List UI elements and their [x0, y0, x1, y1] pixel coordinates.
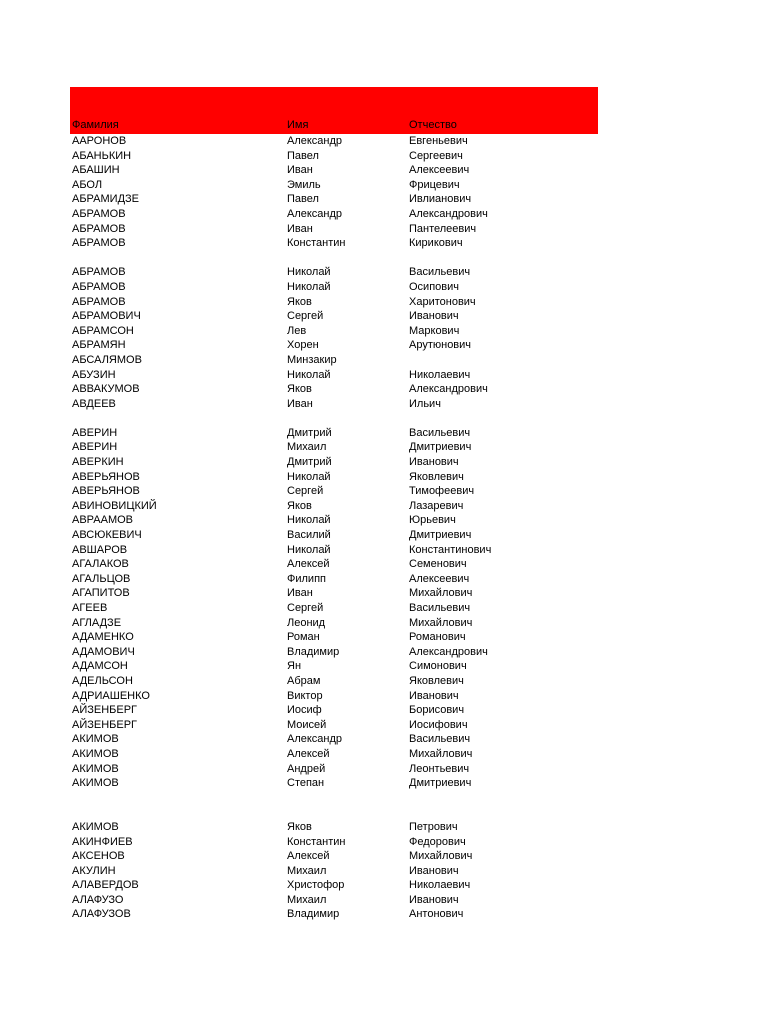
- cell-first-name[interactable]: Эмиль: [287, 178, 321, 191]
- cell-first-name[interactable]: Иван: [287, 397, 313, 410]
- table-row: [70, 163, 598, 178]
- cell-patronymic[interactable]: Иванович: [409, 864, 459, 877]
- table-row: [70, 178, 598, 193]
- cell-last-name[interactable]: АДАМОВИЧ: [72, 645, 135, 658]
- cell-first-name[interactable]: Сергей: [287, 485, 324, 498]
- cell-last-name[interactable]: АВСЮКЕВИЧ: [72, 529, 142, 542]
- cell-first-name[interactable]: Хорен: [287, 339, 319, 352]
- table-row: [70, 630, 598, 645]
- cell-patronymic[interactable]: Михайлович: [409, 850, 473, 863]
- cell-first-name[interactable]: Сергей: [287, 602, 324, 614]
- cell-patronymic[interactable]: Маркович: [409, 324, 460, 337]
- cell-first-name[interactable]: Павел: [287, 193, 319, 206]
- cell-last-name[interactable]: АКИМОВ: [72, 820, 119, 833]
- cell-last-name[interactable]: АБРАМЯН: [72, 339, 126, 352]
- cell-patronymic[interactable]: Семенович: [409, 558, 467, 571]
- cell-first-name[interactable]: Николай: [287, 266, 331, 279]
- cell-patronymic[interactable]: Лазаревич: [409, 499, 464, 512]
- cell-last-name[interactable]: АВЕРЬЯНОВ: [72, 485, 140, 498]
- cell-patronymic[interactable]: Михайлович: [409, 616, 473, 629]
- cell-first-name[interactable]: Александр: [287, 135, 343, 147]
- cell-last-name[interactable]: АЛАВЕРДОВ: [72, 879, 139, 892]
- cell-first-name[interactable]: Николай: [287, 470, 331, 483]
- cell-patronymic[interactable]: Васильевич: [409, 733, 471, 746]
- table-row: [70, 820, 598, 835]
- table-row: [70, 893, 598, 908]
- table-header: [70, 87, 598, 134]
- cell-patronymic[interactable]: Леонтьевич: [409, 762, 470, 775]
- cell-first-name[interactable]: Моисей: [287, 718, 327, 731]
- table-row: [70, 455, 598, 470]
- cell-patronymic[interactable]: Дмитриевич: [409, 529, 472, 542]
- cell-patronymic[interactable]: Николаевич: [409, 368, 471, 381]
- table-row: [70, 338, 598, 353]
- table-body: [70, 134, 598, 922]
- cell-last-name[interactable]: АБРАМОВ: [72, 295, 126, 308]
- table-row: [70, 689, 598, 704]
- cell-first-name[interactable]: Дмитрий: [287, 456, 332, 469]
- cell-last-name[interactable]: АКИНФИЕВ: [72, 835, 133, 848]
- cell-last-name[interactable]: АКСЕНОВ: [72, 850, 125, 863]
- cell-patronymic[interactable]: Васильевич: [409, 426, 471, 439]
- cell-first-name[interactable]: Яков: [287, 295, 312, 308]
- cell-last-name[interactable]: АДЕЛЬСОН: [72, 674, 133, 687]
- cell-first-name[interactable]: Виктор: [287, 689, 323, 702]
- cell-last-name[interactable]: ААРОНОВ: [72, 135, 127, 147]
- cell-first-name[interactable]: Андрей: [287, 762, 326, 775]
- cell-first-name[interactable]: Роман: [287, 631, 320, 644]
- cell-patronymic[interactable]: Дмитриевич: [409, 777, 472, 790]
- cell-first-name[interactable]: Павел: [287, 149, 319, 162]
- table-row: [70, 192, 598, 207]
- cell-first-name[interactable]: Христофор: [287, 879, 345, 892]
- cell-first-name[interactable]: Минзакир: [287, 353, 337, 366]
- table-row: [70, 470, 598, 485]
- cell-first-name[interactable]: Алексей: [287, 850, 330, 863]
- cell-patronymic[interactable]: Александрович: [409, 383, 488, 396]
- cell-last-name[interactable]: АДАМСОН: [72, 660, 128, 673]
- cell-last-name[interactable]: АЛАФУЗО: [72, 893, 124, 906]
- table-row: [70, 222, 598, 237]
- cell-last-name[interactable]: АБРАМОВ: [72, 237, 126, 250]
- cell-last-name[interactable]: АБУЗИН: [72, 368, 116, 381]
- table-row: [70, 907, 598, 922]
- cell-first-name[interactable]: Алексей: [287, 747, 330, 760]
- cell-last-name[interactable]: АДРИАШЕНКО: [72, 689, 150, 702]
- cell-last-name[interactable]: АВШАРОВ: [72, 543, 128, 556]
- cell-patronymic[interactable]: Михайлович: [409, 587, 473, 600]
- cell-first-name[interactable]: Иван: [287, 587, 313, 600]
- blank-row: [70, 411, 598, 426]
- table-row: [70, 295, 598, 310]
- table-row: [70, 864, 598, 879]
- cell-first-name[interactable]: Михаил: [287, 441, 327, 454]
- cell-last-name[interactable]: АКИМОВ: [72, 777, 119, 790]
- cell-first-name[interactable]: Владимир: [287, 908, 340, 921]
- cell-first-name[interactable]: Иван: [287, 222, 313, 235]
- cell-patronymic[interactable]: Васильевич: [409, 266, 471, 279]
- table-row: [70, 426, 598, 441]
- cell-last-name[interactable]: АВЕРИН: [72, 426, 118, 439]
- cell-first-name[interactable]: Николай: [287, 280, 331, 293]
- cell-first-name[interactable]: Яков: [287, 383, 312, 396]
- cell-last-name[interactable]: АКИМОВ: [72, 762, 119, 775]
- cell-last-name[interactable]: АВВАКУМОВ: [72, 383, 140, 396]
- cell-last-name[interactable]: АБРАМОВ: [72, 222, 126, 235]
- cell-patronymic[interactable]: Константинович: [409, 543, 492, 556]
- cell-first-name[interactable]: Иосиф: [287, 704, 322, 717]
- cell-first-name[interactable]: Иван: [287, 164, 313, 177]
- cell-first-name[interactable]: Николай: [287, 543, 331, 556]
- table-row: [70, 382, 598, 397]
- cell-first-name[interactable]: Николай: [287, 514, 331, 527]
- cell-last-name[interactable]: АБРАМСОН: [72, 324, 134, 337]
- table-row: [70, 528, 598, 543]
- table-row: [70, 586, 598, 601]
- table-row: [70, 557, 598, 572]
- table-row: [70, 762, 598, 777]
- table-row: [70, 616, 598, 631]
- spreadsheet-table: [70, 87, 598, 922]
- cell-last-name[interactable]: АГЕЕВ: [72, 602, 108, 614]
- cell-first-name[interactable]: Сергей: [287, 310, 324, 323]
- cell-first-name[interactable]: Степан: [287, 777, 325, 790]
- table-row: [70, 368, 598, 383]
- cell-patronymic[interactable]: Ивлианович: [409, 193, 472, 206]
- table-row: [70, 747, 598, 762]
- cell-patronymic[interactable]: Васильевич: [409, 602, 471, 614]
- table-row: [70, 309, 598, 324]
- cell-last-name[interactable]: АГАЛАКОВ: [72, 558, 129, 571]
- cell-first-name[interactable]: Алексей: [287, 558, 330, 571]
- cell-patronymic[interactable]: Алексеевич: [409, 164, 470, 177]
- cell-first-name[interactable]: Ян: [287, 660, 302, 673]
- cell-patronymic[interactable]: Иванович: [409, 689, 459, 702]
- table-row: [70, 601, 598, 616]
- cell-first-name[interactable]: Василий: [287, 529, 331, 542]
- table-row: [70, 324, 598, 339]
- cell-patronymic[interactable]: Тимофеевич: [409, 485, 475, 498]
- cell-first-name[interactable]: Абрам: [287, 674, 321, 687]
- cell-last-name[interactable]: АЙЗЕНБЕРГ: [72, 704, 138, 717]
- cell-last-name[interactable]: АВДЕЕВ: [72, 397, 116, 410]
- cell-patronymic[interactable]: Арутюнович: [409, 339, 472, 352]
- cell-last-name[interactable]: АГАПИТОВ: [72, 587, 130, 600]
- cell-last-name[interactable]: АВЕРКИН: [72, 456, 124, 469]
- cell-patronymic[interactable]: Фрицевич: [409, 178, 460, 191]
- cell-first-name[interactable]: Александр: [287, 733, 343, 746]
- cell-last-name[interactable]: АКИМОВ: [72, 733, 119, 746]
- table-row: [70, 659, 598, 674]
- table-row: [70, 674, 598, 689]
- cell-patronymic[interactable]: Александрович: [409, 645, 488, 658]
- cell-last-name[interactable]: АБРАМИДЗЕ: [72, 193, 139, 206]
- cell-patronymic[interactable]: Алексеевич: [409, 572, 470, 585]
- table-row: [70, 149, 598, 164]
- table-row: [70, 645, 598, 660]
- cell-patronymic[interactable]: Михайлович: [409, 747, 473, 760]
- cell-last-name[interactable]: АБСАЛЯМОВ: [72, 353, 142, 366]
- table-row: [70, 484, 598, 499]
- cell-patronymic[interactable]: Петрович: [409, 820, 458, 833]
- table-row: [70, 499, 598, 514]
- cell-last-name[interactable]: АКИМОВ: [72, 747, 119, 760]
- cell-first-name[interactable]: Николай: [287, 368, 331, 381]
- cell-first-name[interactable]: Лев: [287, 324, 307, 337]
- table-row: [70, 397, 598, 412]
- cell-first-name[interactable]: Яков: [287, 499, 312, 512]
- table-row: [70, 703, 598, 718]
- cell-last-name[interactable]: АБОЛ: [72, 178, 103, 191]
- cell-patronymic[interactable]: Федорович: [409, 835, 466, 848]
- table-row: [70, 513, 598, 528]
- cell-first-name[interactable]: Яков: [287, 820, 312, 833]
- table-row: [70, 732, 598, 747]
- table-row: [70, 207, 598, 222]
- blank-row: [70, 805, 598, 820]
- cell-patronymic[interactable]: Осипович: [409, 280, 459, 293]
- cell-first-name[interactable]: Константин: [287, 835, 346, 848]
- table-row: [70, 236, 598, 251]
- cell-last-name[interactable]: АБАШИН: [72, 164, 120, 177]
- cell-patronymic[interactable]: Яковлевич: [409, 674, 464, 687]
- cell-last-name[interactable]: АДАМЕНКО: [72, 631, 134, 644]
- cell-first-name[interactable]: Михаил: [287, 893, 327, 906]
- cell-last-name[interactable]: АВЕРИН: [72, 441, 118, 454]
- cell-patronymic[interactable]: Романович: [409, 631, 466, 644]
- cell-patronymic[interactable]: Николаевич: [409, 879, 471, 892]
- cell-patronymic[interactable]: Пантелеевич: [409, 222, 477, 235]
- cell-patronymic[interactable]: Харитонович: [409, 295, 476, 308]
- column-header-patronymic[interactable]: Отчество: [409, 119, 457, 131]
- cell-first-name[interactable]: Александр: [287, 207, 343, 220]
- cell-patronymic[interactable]: Дмитриевич: [409, 441, 472, 454]
- cell-last-name[interactable]: АВИНОВИЦКИЙ: [72, 499, 157, 512]
- cell-first-name[interactable]: Дмитрий: [287, 426, 332, 439]
- cell-first-name[interactable]: Константин: [287, 237, 346, 250]
- cell-last-name[interactable]: АБАНЬКИН: [72, 149, 132, 162]
- cell-patronymic[interactable]: Иванович: [409, 893, 459, 906]
- cell-first-name[interactable]: Владимир: [287, 645, 340, 658]
- table-row: [70, 134, 598, 149]
- table-row: [70, 543, 598, 558]
- cell-last-name[interactable]: АЙЗЕНБЕРГ: [72, 718, 138, 731]
- table-row: [70, 718, 598, 733]
- cell-last-name[interactable]: АЛАФУЗОВ: [72, 908, 131, 921]
- cell-patronymic[interactable]: Борисович: [409, 704, 465, 717]
- cell-patronymic[interactable]: Ильич: [409, 397, 441, 410]
- cell-last-name[interactable]: АВРААМОВ: [72, 514, 134, 527]
- blank-row: [70, 791, 598, 806]
- cell-last-name[interactable]: АГАЛЬЦОВ: [72, 572, 131, 585]
- table-row: [70, 280, 598, 295]
- cell-patronymic[interactable]: Юрьевич: [409, 514, 456, 527]
- cell-last-name[interactable]: АВЕРЬЯНОВ: [72, 470, 140, 483]
- cell-patronymic[interactable]: Александрович: [409, 207, 488, 220]
- cell-last-name[interactable]: АГЛАДЗЕ: [72, 616, 122, 629]
- table-row: [70, 835, 598, 850]
- cell-last-name[interactable]: АБРАМОВ: [72, 280, 126, 293]
- column-header-first-name[interactable]: Имя: [287, 119, 309, 131]
- cell-patronymic[interactable]: Кирикович: [409, 237, 463, 250]
- cell-patronymic[interactable]: Яковлевич: [409, 470, 464, 483]
- cell-first-name[interactable]: Леонид: [287, 616, 326, 629]
- table-row: [70, 353, 598, 368]
- blank-row: [70, 251, 598, 266]
- cell-patronymic[interactable]: Иванович: [409, 310, 459, 323]
- cell-last-name[interactable]: АКУЛИН: [72, 864, 116, 877]
- table-row: [70, 440, 598, 455]
- cell-last-name[interactable]: АБРАМОВ: [72, 207, 126, 220]
- cell-last-name[interactable]: АБРАМОВ: [72, 266, 126, 279]
- cell-patronymic[interactable]: Иосифович: [409, 718, 468, 731]
- cell-first-name[interactable]: Филипп: [287, 572, 326, 585]
- table-row: [70, 265, 598, 280]
- table-row: [70, 849, 598, 864]
- cell-patronymic[interactable]: Иванович: [409, 456, 459, 469]
- cell-patronymic[interactable]: Сергеевич: [409, 149, 463, 162]
- cell-patronymic[interactable]: Антонович: [409, 908, 464, 921]
- cell-patronymic[interactable]: Симонович: [409, 660, 467, 673]
- cell-first-name[interactable]: Михаил: [287, 864, 327, 877]
- table-row: [70, 572, 598, 587]
- column-header-last-name[interactable]: Фамилия: [72, 119, 119, 131]
- cell-patronymic[interactable]: Евгеньевич: [409, 135, 468, 147]
- table-row: [70, 878, 598, 893]
- table-row: [70, 776, 598, 791]
- cell-last-name[interactable]: АБРАМОВИЧ: [72, 310, 141, 323]
